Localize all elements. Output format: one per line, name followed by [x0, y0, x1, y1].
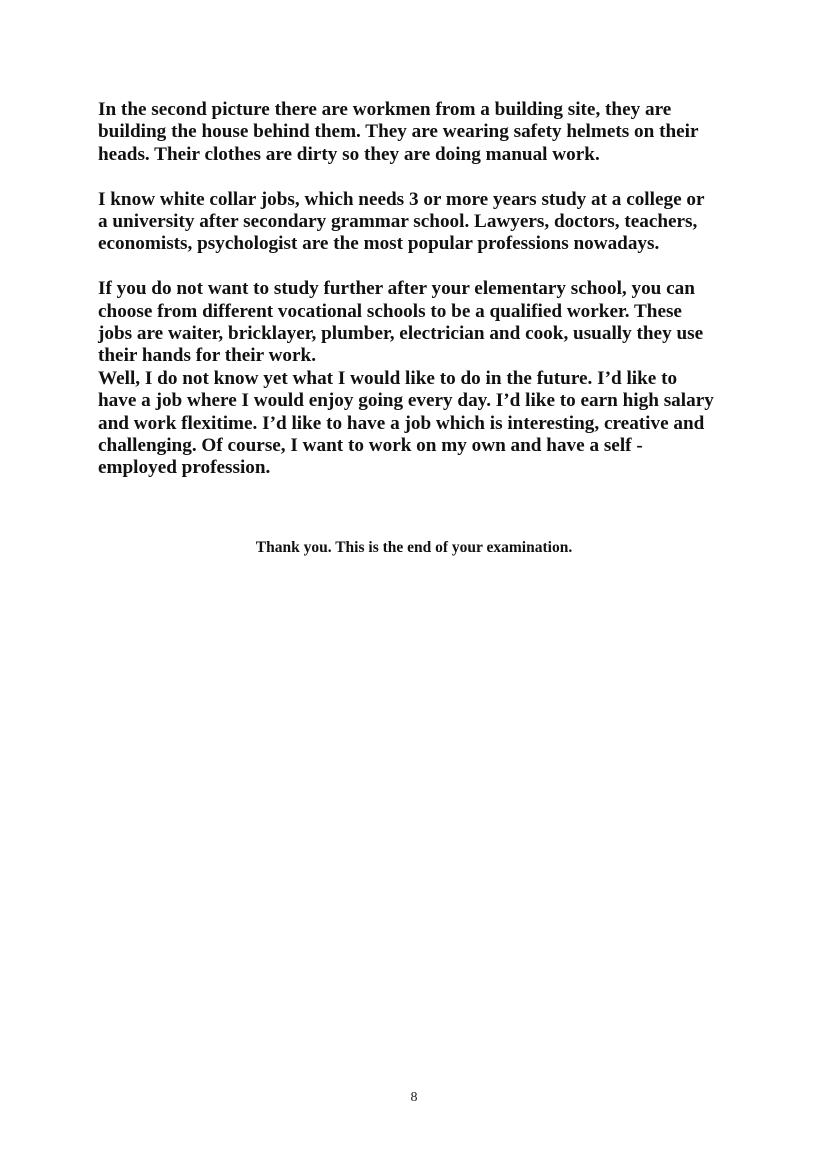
text-line: challenging. Of course, I want to work on my own and have a self - — [98, 435, 643, 457]
text-line: heads. Their clothes are dirty so they are doing manual work. — [98, 143, 600, 165]
text-line: have a job where I would enjoy going every day. I’d like to earn high salary — [98, 390, 714, 412]
text-line: If you do not want to study further after your elementary school, you can — [98, 278, 695, 300]
text-line: building the house behind them. They are wearing safety helmets on their — [98, 121, 699, 143]
text-line: In the second picture there are workmen from a building site, they are — [98, 99, 672, 120]
text-line: choose from different vocational schools to be a qualified worker. These — [98, 300, 682, 322]
paragraph-gap — [98, 256, 748, 278]
text-line: Well, I do not know yet what I would like to do in the future. I’d like to — [98, 367, 678, 389]
text-line: jobs are waiter, bricklayer, plumber, electrician and cook, usually they use — [98, 323, 704, 345]
text-line: their hands for their work. — [98, 345, 317, 367]
paragraph-future — [98, 368, 748, 480]
paragraph-workmen — [98, 99, 748, 166]
body-text — [98, 99, 748, 480]
closing-statement: Thank you. This is the end of your examination. — [255, 539, 573, 556]
text-line: employed profession. — [98, 457, 271, 479]
paragraph-vocational — [98, 278, 748, 368]
paragraph-gap — [98, 166, 748, 188]
text-line: I know white collar jobs, which needs 3 or more years study at a college or — [98, 188, 705, 210]
text-line: economists, psychologist are the most popular professions nowadays. — [98, 233, 660, 255]
page-number: 8 — [410, 1090, 418, 1105]
paragraph-white-collar — [98, 189, 748, 256]
text-line: a university after secondary grammar school. Lawyers, doctors, teachers, — [98, 211, 698, 233]
text-line: and work flexitime. I’d like to have a job which is interesting, creative and — [98, 412, 705, 434]
